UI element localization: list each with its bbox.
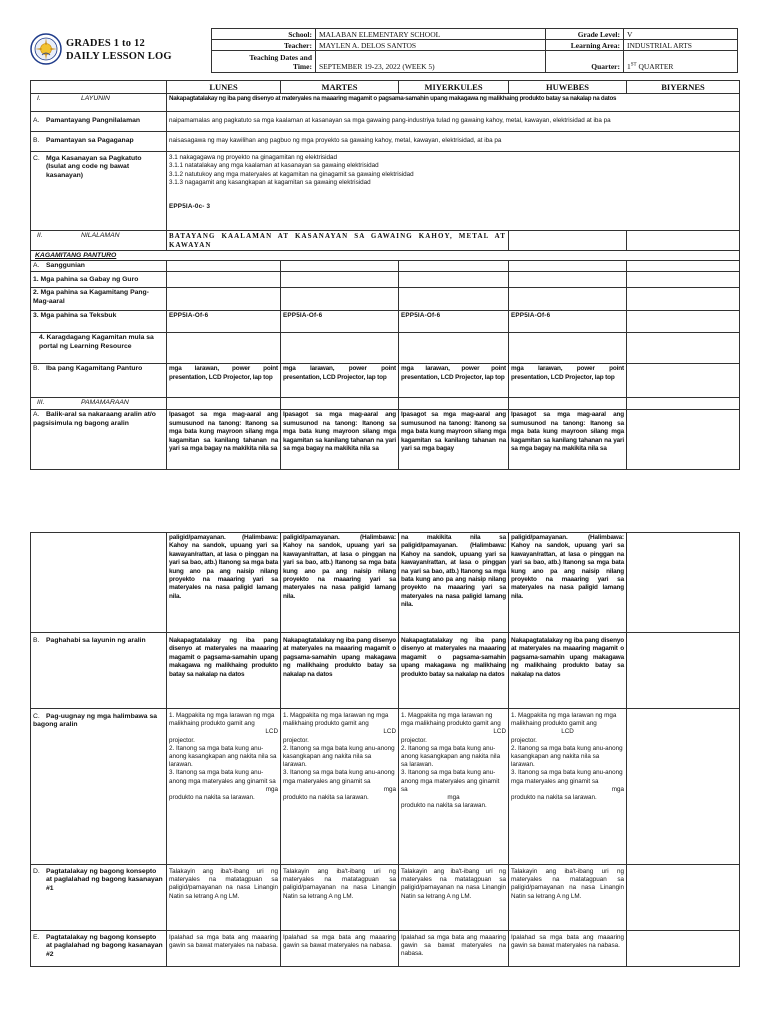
teksbuk-cell-biyernes [627,311,740,333]
day-header-biyernes: BIYERNES [627,81,740,94]
talakayin-1-label [31,865,167,931]
pang-mag-aaral-cell [399,288,509,311]
kagamitang-panturo-heading: KAGAMITANG PANTURO [31,251,740,261]
paguugnay-miyerkules [399,709,509,865]
teaching-dates-label-line-2: Time: [292,61,312,71]
gabay-cell [167,272,281,288]
quarter-suffix: ST [630,62,637,68]
karagdagang-kagamitan-label: 4. Karagdagang Kagamitan mula sa portal ng Learning Resource [31,333,167,364]
pamamaraan-num: III. [37,399,45,407]
paguugnay-lcd: LCD [383,728,396,736]
paguugnay-step-2: 2. Itanong sa mga bata kung anu-anong kasangkapan ang nakita nila sa larawan. [401,744,501,769]
paguugnay-lcd: LCD [561,728,574,736]
gabay-cell [399,272,509,288]
sanggunian-cell [627,261,740,272]
deped-seal-icon [30,33,62,65]
talakayin-2-letter: E. [33,934,40,941]
pang-mag-aaral-cell [509,288,627,311]
pamantayan-pagganap-letter: B. [33,137,40,145]
paguugnay-projector: projector. [283,736,309,744]
talakayin-1-miyerkules: Talakayin ang iba't-ibang uri ng materyales na matatagpuan sa paligid/pamayanan na nasa Linangin Natin sa letrang A ng LM. [399,865,509,931]
day-header-blank [31,81,167,94]
kasanayan-competencies [167,152,740,231]
paguugnay-mga: mga [447,794,460,802]
paguugnay-row [31,709,740,865]
pamamaraan-cell [281,398,399,410]
paghahabi-label [31,633,167,709]
sanggunian-cell [509,261,627,272]
pamantayan-pagganap-label-text: Pamantayan sa Pagaganap [46,137,134,145]
sanggunian-label-text: Sanggunian [46,262,85,269]
paguugnay-step-2: 2. Itanong sa mga bata kung anu-anong kasangkapan ang nakita nila sa larawan. [511,744,623,769]
kasanayan-row [31,152,740,231]
pamamaraan-row [31,398,740,410]
competency-item: 3.1.1 natatalakay ang mga kaalaman at kasanayan sa gawaing elektrisidad [169,162,379,170]
quarter-label-text: Quarter: [591,62,620,71]
sanggunian-cell [281,261,399,272]
sanggunian-label [31,261,167,272]
layunin-text: Nakapagtatalakay ng iba pang disenyo at materyales na maaaring magamit o pagsama-samahin upang makagawa ng malikhaing produkto batay sa nakalap na datos [167,94,740,112]
paguugnay-projector: projector. [169,736,195,744]
balik-aral-cont-biyernes [627,533,740,633]
pang-mag-aaral-cell [281,288,399,311]
day-header-huwebes: HUWEBES [509,81,627,94]
karagdagang-cell [509,333,627,364]
teaching-dates-value [316,51,546,73]
paguugnay-produkto: produkto na nakita sa larawan. [401,802,487,810]
grade-level-label: Grade Level: [546,29,624,40]
paguugnay-step-3: 3. Itanong sa mga bata kung anu-anong mga materyales ang ginamit sa [401,769,500,793]
kagamitang-pang-mag-aaral-row [31,288,740,311]
quarter-number: 1 [627,62,631,71]
karagdagang-cell [399,333,509,364]
competency-item: 3.1.2 natutukoy ang mga materyales at kagamitan na ginagamit sa gawaing elektrisidad [169,170,414,178]
pamantayang-pangnilalaman-text: naipamamalas ang pagkatuto sa mga kaalaman at kasanayan sa mga gawaing pang-industriya tulad ng gawaing kahoy, metal, kawayan, elektrisidad at iba pa [167,112,740,132]
page-2 [0,530,768,1024]
talakayin-2-miyerkules: Ipalahad sa mga bata ang maaaring gawin sa bawat materyales na nabasa. [399,931,509,967]
quarter-value [624,51,738,73]
talakayin-1-row [31,865,740,931]
learning-area-value: INDUSTRIAL ARTS [624,40,738,51]
paguugnay-lcd: LCD [493,728,506,736]
paguugnay-mga: mga [611,785,624,793]
iba-pang-kagamitan-huwebes: mga larawan, power point presentation, LCD Projector, lap top [509,364,627,398]
paguugnay-letter: C. [33,713,40,720]
pamantayang-pangnilalaman-label [31,112,167,132]
paguugnay-step-1: 1. Magpakita ng mga larawan ng mga malikhaing produkto gamit ang [401,712,501,728]
paghahabi-row [31,633,740,709]
teksbuk-code-huwebes: EPP5IA-Of-6 [509,311,627,333]
sanggunian-row [31,261,740,272]
teaching-dates-label [212,51,316,73]
kasanayan-label-line-2: (Isulat ang code ng bawat kasanayan) [46,163,130,179]
paguugnay-label-text: Pag-uugnay ng mga halimbawa sa bagong aralin [33,713,158,729]
teaching-dates-text: SEPTEMBER 19-23, 2022 (WEEK 5) [319,62,435,71]
balik-aral-letter: A. [33,411,40,419]
paguugnay-produkto: produkto na nakita sa larawan. [511,794,597,802]
karagdagang-cell [627,333,740,364]
gabay-cell [281,272,399,288]
paguugnay-projector: projector. [401,736,427,744]
balik-aral-continued-row [31,533,740,633]
kasanayan-label-line-1: Mga Kasanayan sa Pagkatuto [46,155,142,162]
layunin-num: I. [37,95,41,102]
pang-mag-aaral-cell [167,288,281,311]
paguugnay-mga: mga [265,785,278,793]
paghahabi-label-text: Paghahabi sa layunin ng aralin [46,637,146,644]
layunin-title: LAYUNIN [81,95,110,102]
paghahabi-miyerkules: Nakapagtatalakay ng iba pang disenyo at materyales na maaaring magamit o pagsama-samahin upang makagawa ng malikhaing produkto batay sa nakalap na datos [399,633,509,709]
balik-aral-huwebes: Ipasagot sa mga mag-aaral ang sumusunod na tanong: Itanong sa mga bata kung mayroon silang mga kagamitan sa kanilang tahanan na yari sa mga bagay na makikita nila sa [509,410,627,470]
balik-aral-cont-miyerkules: na makikita nila sa paligid/pamayanan. (Halimbawa: Kahoy na sandok, upuang yari sa kawayan/rattan, at lasa o pinggan na yari sa bao, atb.) Itanong sa mga bata kung ano pa ang naisip nilang proyekto na maaaring yari sa materyales na nasa paligid lamang nila. [399,533,509,633]
paguugnay-step-2: 2. Itanong sa mga bata kung anu-anong kasangkapan ang nakita nila sa larawan. [283,744,395,769]
paguugnay-step-3: 3. Itanong sa mga bata kung anu-anong mga materyales ang ginamit sa [283,769,395,785]
balik-aral-martes: Ipasagot sa mga mag-aaral ang sumusunod na tanong: Itanong sa mga bata kung mayroon silang mga kagamitan sa kanilang tahanan na yari sa mga bagay na makikita nila sa [281,410,399,470]
paguugnay-lunes [167,709,281,865]
paghahabi-letter: B. [33,637,40,644]
paguugnay-mga: mga [383,785,396,793]
header-info-table [211,28,738,73]
pamamaraan-cell [509,398,627,410]
paguugnay-martes [281,709,399,865]
paguugnay-step-2: 2. Itanong sa mga bata kung anu-anong kasangkapan ang nakita nila sa larawan. [169,744,277,769]
pamantayang-pangnilalaman-row [31,112,740,132]
paguugnay-huwebes [509,709,627,865]
grade-level-value: V [624,29,738,40]
pang-mag-aaral-cell [627,288,740,311]
balik-aral-continued-label [31,533,167,633]
sanggunian-cell [399,261,509,272]
kagamitang-pang-mag-aaral-label: 2. Mga pahina sa Kagamitang Pang-Mag-aaral [31,288,167,311]
school-label: School: [212,29,316,40]
teksbuk-row [31,311,740,333]
balik-aral-lunes: Ipasagot sa mga mag-aaral ang sumusunod na tanong: Itanong sa mga bata kung mayroon silang mga kagamitan sa kanilang tahanan na yari sa mga bagay na makikita nila sa [167,410,281,470]
iba-pang-kagamitan-row [31,364,740,398]
pamamaraan-cell [167,398,281,410]
paguugnay-produkto: produkto na nakita sa larawan. [283,794,369,802]
pamantayang-pangnilalaman-label-text: Pamantayang Pangnilalaman [46,117,141,125]
talakayin-1-label-text: Pagtatalakay ng bagong konsepto at paglalahad ng bagong kasanayan #1 [46,868,163,892]
balik-aral-cont-lunes: paligid/pamayanan. (Halimbawa: Kahoy na sandok, upuang yari sa kawayan/rattan, at lasa o pinggan na yari sa bao, atb.) Itanong sa mga bata kung ano pa ang naisip nilang proyekto na maaaring yari sa materyales na nasa paligid lamang nila. [167,533,281,633]
paguugnay-lcd: LCD [265,728,278,736]
nilalaman-row [31,231,740,251]
paguugnay-projector: projector. [511,736,537,744]
paguugnay-step-1: 1. Magpakita ng mga larawan ng mga malikhaing produkto gamit ang [169,712,275,728]
paghahabi-martes: Nakapagtatalakay ng iba pang disenyo at materyales na maaaring magamit o pagsama-samahin upang makagawa ng malikhaing produkto batay sa nakalap na datos [281,633,399,709]
nilalaman-text: BATAYANG KAALAMAN AT KASANAYAN SA GAWAING KAHOY, METAL AT KAWAYAN [167,231,509,251]
competency-code: EPP5IA-0c- 3 [169,203,211,211]
talakayin-2-row [31,931,740,967]
talakayin-1-biyernes [627,865,740,931]
competency-item: 3.1.3 nagagamit ang kasangkapan at kagamitan sa gawaing elektrisidad [169,178,371,186]
nilalaman-num: II. [37,232,43,239]
nilalaman-empty-cell [627,231,740,251]
balik-aral-cont-huwebes: paligid/pamayanan. (Halimbawa: Kahoy na sandok, upuang yari sa kawayan/rattan, at lasa o pinggan na yari sa bao, atb.) Itanong sa mga bata kung ano pa ang naisip nilang proyekto na maaaring yari sa materyales na nasa paligid lamang nila. [509,533,627,633]
balik-aral-label [31,410,167,470]
paguugnay-step-3: 3. Itanong sa mga bata kung anu-anong mga materyales ang ginamit sa [169,769,276,785]
teksbuk-code-lunes: EPP5IA-Of-6 [167,311,281,333]
pamamaraan-cell [399,398,509,410]
layunin-row [31,94,740,112]
pamamaraan-title: PAMAMARAAN [81,399,129,407]
gabay-cell [509,272,627,288]
competency-item: 3.1 nakagagawa ng proyekto na ginagamitan ng elektrisidad [169,154,338,161]
pamantayan-pagganap-text: naisasagawa ng may kawilihan ang pagbuo ng mga proyekto sa gawaing kahoy, metal, kawayan, elektrisidad, at iba pa [167,132,740,152]
kasanayan-label [31,152,167,231]
karagdagang-kagamitan-row [31,333,740,364]
lesson-log-table-page-2 [30,532,740,967]
gabay-cell [627,272,740,288]
teksbuk-label: 3. Mga pahina sa Teksbuk [31,311,167,333]
teacher-value: MAYLEN A. DELOS SANTOS [316,40,546,51]
kagamitang-panturo-row [31,251,740,261]
teaching-dates-label-line-1: Teaching Dates and [249,52,312,62]
talakayin-1-letter: D. [33,868,40,875]
talakayin-2-biyernes [627,931,740,967]
talakayin-2-label-text: Pagtatalakay ng bagong konsepto at paglalahad ng bagong kasanayan #2 [46,934,163,958]
day-header-martes: MARTES [281,81,399,94]
paghahabi-huwebes: Nakapagtatalakay ng iba pang disenyo at materyales na maaaring magamit o pagsama-samahin upang makagawa ng malikhaing produkto batay sa nakalap na datos [509,633,627,709]
pamamaraan-cell [627,398,740,410]
iba-pang-kagamitan-martes: mga larawan, power point presentation, LCD Projector, lap top [281,364,399,398]
page-1 [0,0,768,470]
pamantayan-pagganap-label [31,132,167,152]
nilalaman-empty-cell [509,231,627,251]
learning-area-label: Learning Area: [546,40,624,51]
paghahabi-biyernes [627,633,740,709]
iba-pang-kagamitan-biyernes [627,364,740,398]
layunin-heading [31,94,167,112]
talakayin-2-martes: Ipalahad sa mga bata ang maaaring gawin sa bawat materyales na nabasa. [281,931,399,967]
karagdagang-cell [281,333,399,364]
lesson-log-table-page-1 [30,80,740,470]
talakayin-2-huwebes: Ipalahad sa mga bata ang maaaring gawin sa bawat materyales na nabasa. [509,931,627,967]
form-title-line-2: DAILY LESSON LOG [66,51,172,62]
balik-aral-miyerkules: Ipasagot sa mga mag-aaral ang sumusunod na tanong: Itanong sa mga bata kung mayroon silang mga kagamitan sa kanilang tahanan na yari sa mga bagay [399,410,509,470]
balik-aral-biyernes [627,410,740,470]
nilalaman-title: NILALAMAN [81,232,120,239]
teacher-label: Teacher: [212,40,316,51]
teksbuk-code-martes: EPP5IA-Of-6 [281,311,399,333]
talakayin-1-martes: Talakayin ang iba't-ibang uri ng materyales na matatagpuan sa paligid/pamayanan na nasa Linangin Natin sa letrang A ng LM. [281,865,399,931]
form-title-line-1: GRADES 1 to 12 [66,38,145,49]
iba-pang-kagamitan-lunes: mga larawan, power point presentation, LCD Projector, lap top [167,364,281,398]
balik-aral-row [31,410,740,470]
quarter-text: QUARTER [636,62,674,71]
pamantayan-pagganap-row [31,132,740,152]
sanggunian-cell [167,261,281,272]
paguugnay-step-1: 1. Magpakita ng mga larawan ng mga malikhaing produkto gamit ang [283,712,389,728]
quarter-label [546,51,624,73]
paguugnay-step-1: 1. Magpakita ng mga larawan ng mga malikhaing produkto gamit ang [511,712,617,728]
iba-pang-kagamitan-letter: B. [33,365,40,373]
day-header-lunes: LUNES [167,81,281,94]
balik-aral-cont-martes: paligid/pamayanan. (Halimbawa: Kahoy na sandok, upuang yari sa kawayan/rattan, at lasa o pinggan na yari sa bao, atb.) Itanong sa mga bata kung ano pa ang naisip nilang proyekto na maaaring yari sa materyales na nasa paligid lamang nila. [281,533,399,633]
kasanayan-letter: C. [33,155,40,162]
paguugnay-biyernes [627,709,740,865]
gabay-ng-guro-label: 1. Mga pahina sa Gabay ng Guro [31,272,167,288]
paguugnay-step-3: 3. Itanong sa mga bata kung anu-anong mga materyales ang ginamit sa [511,769,623,785]
balik-aral-label-text: Balik-aral sa nakaraang aralin at/o pagsisimula ng bagong aralin [33,411,156,427]
day-header-miyerkules: MIYERKULES [399,81,509,94]
nilalaman-heading [31,231,167,251]
iba-pang-kagamitan-label [31,364,167,398]
teksbuk-code-miyerkules: EPP5IA-Of-6 [399,311,509,333]
sanggunian-letter: A. [33,262,40,269]
gabay-ng-guro-row [31,272,740,288]
talakayin-2-lunes: Ipalahad sa mga bata ang maaaring gawin sa bawat materyales na nabasa. [167,931,281,967]
school-value: MALABAN ELEMENTARY SCHOOL [316,29,546,40]
iba-pang-kagamitan-label-text: Iba pang Kagamitang Panturo [46,365,143,373]
karagdagang-cell [167,333,281,364]
iba-pang-kagamitan-miyerkules: mga larawan, power point presentation, LCD Projector, lap top [399,364,509,398]
paguugnay-produkto: produkto na nakita sa larawan. [169,794,255,802]
pamamaraan-heading [31,398,167,410]
talakayin-1-huwebes: Talakayin ang iba't-ibang uri ng materyales na matatagpuan sa paligid/pamayanan na nasa Linangin Natin sa letrang A ng LM. [509,865,627,931]
day-header-row [31,81,740,94]
paghahabi-lunes: Nakapagtatalakay ng iba pang disenyo at materyales na maaaring magamit o pagsama-samahin upang makagawa ng malikhaing produkto batay sa nakalap na datos [167,633,281,709]
talakayin-1-lunes: Talakayin ang iba't-ibang uri ng materyales na matatagpuan sa paligid/pamayanan na nasa Linangin Natin sa letrang A ng LM. [167,865,281,931]
paguugnay-label [31,709,167,865]
talakayin-2-label [31,931,167,967]
pamantayang-pangnilalaman-letter: A. [33,117,40,125]
